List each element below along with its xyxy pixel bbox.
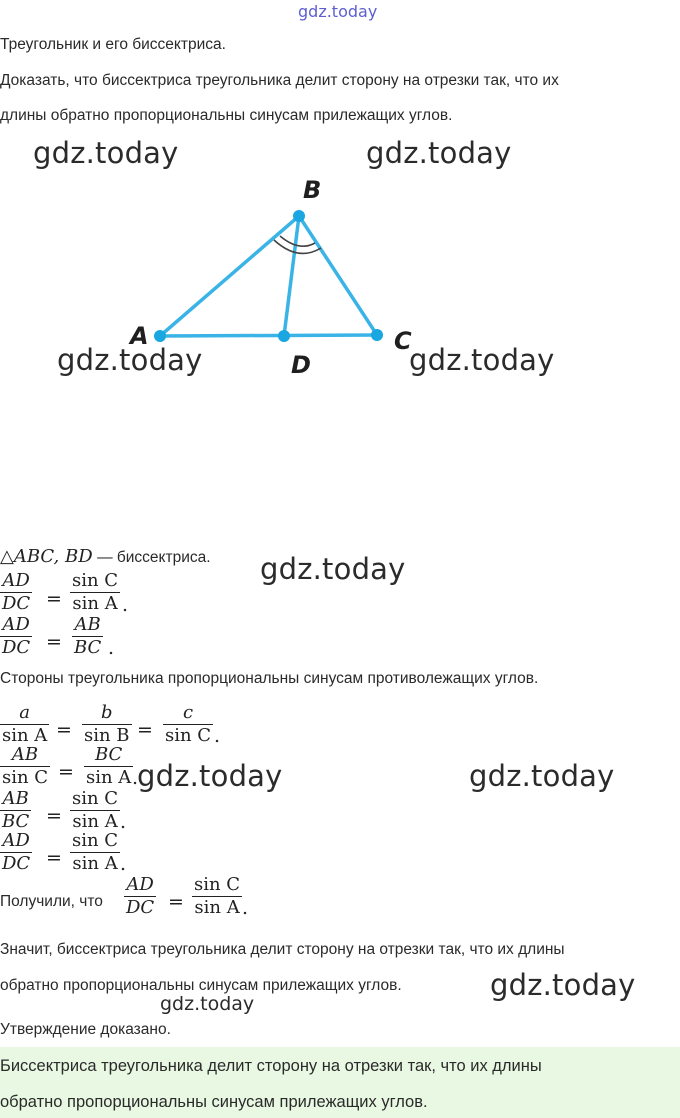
- period: .: [108, 637, 115, 659]
- answer-block: [0, 1047, 680, 1118]
- eq2-right-fraction: AB BC: [74, 614, 102, 658]
- proved-text: Утверждение доказано.: [0, 1021, 171, 1038]
- eq6-right-fraction: sin C sin A: [194, 874, 241, 918]
- eq6-left-fraction: AD DC: [126, 874, 155, 918]
- eq5-right-fraction: sin C sin A: [72, 830, 119, 874]
- equals-sign: =: [56, 719, 72, 741]
- equals-sign: =: [137, 719, 153, 741]
- got-text: Получили, что: [0, 893, 103, 910]
- equals-sign: =: [58, 761, 74, 783]
- watermark: gdz.today: [57, 343, 203, 377]
- side-ac: [160, 335, 377, 336]
- label-a: A: [130, 322, 149, 350]
- eq3-left-fraction: AB sin C: [2, 744, 49, 788]
- law-fraction-a: a sin A: [2, 702, 48, 746]
- label-b: B: [303, 176, 322, 204]
- equals-sign: =: [46, 847, 62, 869]
- eq3-right-fraction: BC sin A: [86, 744, 132, 788]
- point-d: [278, 330, 290, 342]
- eq1-left-fraction: AD DC: [2, 570, 31, 614]
- given-text: — биссектриса.: [97, 549, 211, 566]
- bisector-bd: [284, 216, 299, 336]
- watermark-top: gdz.today: [298, 2, 378, 21]
- watermark-small: gdz.today: [160, 993, 255, 1015]
- watermark: gdz.today: [490, 968, 636, 1002]
- watermark: gdz.today: [137, 759, 283, 793]
- period: .: [120, 853, 127, 875]
- watermark: gdz.today: [469, 759, 615, 793]
- eq2-left-fraction: AD DC: [2, 614, 31, 658]
- watermark: gdz.today: [33, 136, 179, 170]
- task-title: Треугольник и его биссектриса.: [0, 36, 226, 53]
- side-ab: [160, 216, 299, 336]
- task-statement-line1: Доказать, что биссектриса треугольника делит сторону на отрезки так, что их: [0, 72, 559, 89]
- equals-sign: =: [46, 588, 62, 610]
- period: .: [242, 897, 249, 919]
- watermark: gdz.today: [366, 136, 512, 170]
- eq1-right-fraction: sin C sin A: [72, 570, 119, 614]
- equals-sign: =: [168, 891, 184, 913]
- period: .: [120, 811, 127, 833]
- eq4-left-fraction: AB BC: [2, 788, 30, 832]
- law-fraction-c: c sin C: [165, 702, 212, 746]
- equals-sign: =: [46, 805, 62, 827]
- answer-line2: обратно пропорциональны синусам прилежащих углов.: [0, 1093, 428, 1111]
- eq4-right-fraction: sin C sin A: [72, 788, 119, 832]
- period: .: [132, 767, 139, 789]
- answer-line1: Биссектриса треугольника делит сторону на отрезки так, что их длины: [0, 1057, 542, 1075]
- period: .: [122, 594, 129, 616]
- watermark: gdz.today: [409, 343, 555, 377]
- point-a: [154, 330, 166, 342]
- label-d: D: [291, 351, 311, 379]
- given-math: △ABC, BD: [0, 546, 93, 567]
- watermark: gdz.today: [260, 552, 406, 586]
- conclusion-line1: Значит, биссектриса треугольника делит сторону на отрезки так, что их длины: [0, 941, 565, 958]
- point-b: [293, 210, 305, 222]
- law-of-sines-text: Стороны треугольника пропорциональны синусам противолежащих углов.: [0, 670, 539, 687]
- law-fraction-b: b sin B: [84, 702, 130, 746]
- triangle-points: [154, 210, 383, 342]
- triangle-lines: [160, 216, 377, 336]
- task-statement-line2: длины обратно пропорциональны синусам прилежащих углов.: [0, 107, 453, 124]
- period: .: [214, 725, 221, 747]
- given-line: [0, 546, 211, 567]
- conclusion-line2: обратно пропорциональны синусам прилежащих углов.: [0, 977, 402, 994]
- eq5-left-fraction: AD DC: [2, 830, 31, 874]
- equals-sign: =: [46, 631, 62, 653]
- point-c: [371, 329, 383, 341]
- side-bc: [299, 216, 377, 335]
- label-c: C: [394, 327, 412, 355]
